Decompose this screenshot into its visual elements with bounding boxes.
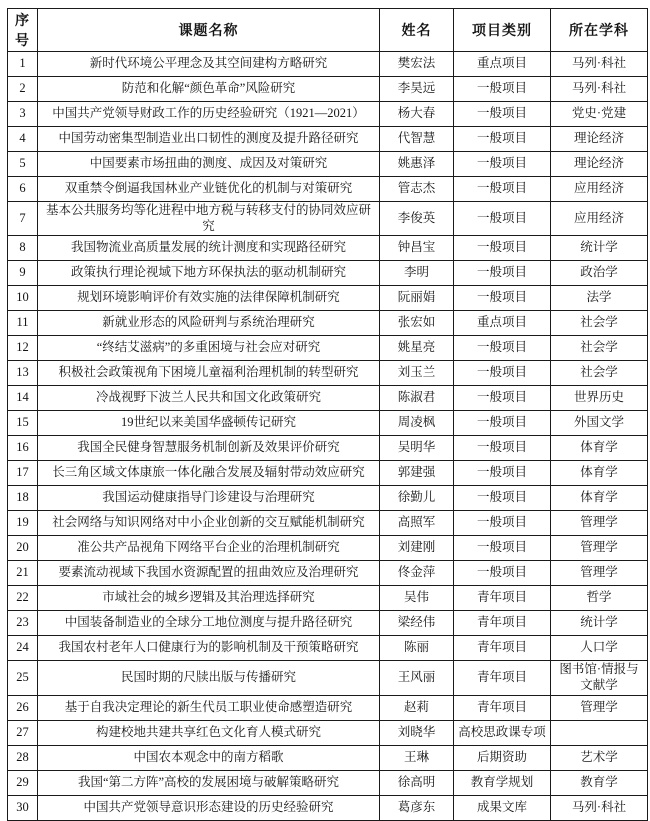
cell-discipline: 马列·科社	[551, 795, 648, 820]
cell-project-category: 后期资助	[454, 745, 551, 770]
cell-project-title: 中国共产党领导财政工作的历史经验研究（1921—2021）	[38, 102, 380, 127]
header-project-title: 课题名称	[38, 9, 380, 52]
cell-project-category: 一般项目	[454, 336, 551, 361]
cell-project-title: 市域社会的城乡逻辑及其治理选择研究	[38, 586, 380, 611]
cell-number: 26	[8, 695, 38, 720]
cell-project-category: 成果文库	[454, 795, 551, 820]
cell-person-name: 钟昌宝	[380, 236, 454, 261]
cell-project-category: 一般项目	[454, 436, 551, 461]
cell-discipline: 管理学	[551, 511, 648, 536]
cell-number: 2	[8, 77, 38, 102]
table-row	[8, 52, 648, 77]
table-row	[8, 202, 648, 236]
cell-project-title: 中国装备制造业的全球分工地位测度与提升路径研究	[38, 611, 380, 636]
cell-project-title: 积极社会政策视角下困境儿童福利治理机制的转型研究	[38, 361, 380, 386]
cell-project-title: 冷战视野下波兰人民共和国文化政策研究	[38, 386, 380, 411]
cell-discipline: 人口学	[551, 636, 648, 661]
table-row	[8, 77, 648, 102]
cell-discipline: 马列·科社	[551, 52, 648, 77]
table-row	[8, 261, 648, 286]
cell-person-name: 吴明华	[380, 436, 454, 461]
cell-discipline: 艺术学	[551, 745, 648, 770]
cell-person-name: 张宏如	[380, 311, 454, 336]
cell-discipline: 世界历史	[551, 386, 648, 411]
cell-project-title: 长三角区域文体康旅一体化融合发展及辐射带动效应研究	[38, 461, 380, 486]
cell-discipline: 应用经济	[551, 202, 648, 236]
cell-number: 19	[8, 511, 38, 536]
cell-project-title: 19世纪以来美国华盛顿传记研究	[38, 411, 380, 436]
cell-project-title: 中国要素市场扭曲的测度、成因及对策研究	[38, 152, 380, 177]
table-row	[8, 177, 648, 202]
cell-number: 15	[8, 411, 38, 436]
cell-number: 29	[8, 770, 38, 795]
cell-discipline: 体育学	[551, 461, 648, 486]
table-row	[8, 636, 648, 661]
cell-project-category: 教育学规划	[454, 770, 551, 795]
table-row	[8, 611, 648, 636]
cell-project-title: 新就业形态的风险研判与系统治理研究	[38, 311, 380, 336]
cell-project-category: 一般项目	[454, 177, 551, 202]
cell-project-category: 一般项目	[454, 561, 551, 586]
header-row	[8, 9, 648, 52]
cell-project-category: 青年项目	[454, 661, 551, 695]
cell-number: 14	[8, 386, 38, 411]
cell-discipline: 理论经济	[551, 127, 648, 152]
cell-person-name: 李俊英	[380, 202, 454, 236]
cell-project-category: 一般项目	[454, 536, 551, 561]
table-row	[8, 286, 648, 311]
table-row	[8, 695, 648, 720]
cell-project-title: 基本公共服务均等化进程中地方税与转移支付的协同效应研究	[38, 202, 380, 236]
cell-discipline: 党史·党建	[551, 102, 648, 127]
cell-discipline: 图书馆·情报与文献学	[551, 661, 648, 695]
cell-project-title: 社会网络与知识网络对中小企业创新的交互赋能机制研究	[38, 511, 380, 536]
table-row	[8, 102, 648, 127]
cell-project-category: 一般项目	[454, 152, 551, 177]
cell-number: 23	[8, 611, 38, 636]
cell-project-title: 我国运动健康指导门诊建设与治理研究	[38, 486, 380, 511]
header-discipline: 所在学科	[551, 9, 648, 52]
cell-person-name: 刘玉兰	[380, 361, 454, 386]
cell-number: 28	[8, 745, 38, 770]
cell-discipline: 体育学	[551, 436, 648, 461]
table-row	[8, 511, 648, 536]
cell-person-name: 郭建强	[380, 461, 454, 486]
cell-project-category: 青年项目	[454, 586, 551, 611]
table-row	[8, 436, 648, 461]
table-row	[8, 336, 648, 361]
cell-project-title: 防范和化解“颜色革命”风险研究	[38, 77, 380, 102]
cell-project-title: 准公共产品视角下网络平台企业的治理机制研究	[38, 536, 380, 561]
cell-number: 4	[8, 127, 38, 152]
table-row	[8, 661, 648, 695]
cell-person-name: 佟金萍	[380, 561, 454, 586]
cell-discipline: 马列·科社	[551, 77, 648, 102]
cell-person-name: 李昊远	[380, 77, 454, 102]
table-row	[8, 236, 648, 261]
cell-number: 6	[8, 177, 38, 202]
cell-number: 27	[8, 720, 38, 745]
cell-person-name: 王风丽	[380, 661, 454, 695]
header-number: 序号	[8, 9, 38, 52]
cell-project-title: 我国农村老年人口健康行为的影响机制及干预策略研究	[38, 636, 380, 661]
cell-person-name: 樊宏法	[380, 52, 454, 77]
cell-project-title: 要素流动视域下我国水资源配置的扭曲效应及治理研究	[38, 561, 380, 586]
cell-project-category: 一般项目	[454, 511, 551, 536]
cell-number: 11	[8, 311, 38, 336]
table-row	[8, 461, 648, 486]
cell-person-name: 梁经伟	[380, 611, 454, 636]
cell-number: 20	[8, 536, 38, 561]
cell-project-title: 新时代环境公平理念及其空间建构方略研究	[38, 52, 380, 77]
cell-project-category: 高校思政课专项	[454, 720, 551, 745]
cell-number: 3	[8, 102, 38, 127]
cell-project-title: 我国“第二方阵”高校的发展困境与破解策略研究	[38, 770, 380, 795]
cell-discipline: 哲学	[551, 586, 648, 611]
cell-project-category: 一般项目	[454, 411, 551, 436]
table-row	[8, 386, 648, 411]
cell-number: 8	[8, 236, 38, 261]
cell-project-title: 我国物流业高质量发展的统计测度和实现路径研究	[38, 236, 380, 261]
cell-discipline: 政治学	[551, 261, 648, 286]
cell-person-name: 李明	[380, 261, 454, 286]
cell-number: 13	[8, 361, 38, 386]
table-row	[8, 361, 648, 386]
cell-person-name: 高照军	[380, 511, 454, 536]
cell-discipline: 应用经济	[551, 177, 648, 202]
table-row	[8, 720, 648, 745]
table-row	[8, 127, 648, 152]
cell-number: 5	[8, 152, 38, 177]
project-grant-table	[7, 8, 648, 821]
table-body	[8, 52, 648, 821]
cell-person-name: 王琳	[380, 745, 454, 770]
cell-person-name: 管志杰	[380, 177, 454, 202]
table-row	[8, 561, 648, 586]
cell-project-category: 一般项目	[454, 102, 551, 127]
cell-project-category: 青年项目	[454, 695, 551, 720]
cell-number: 12	[8, 336, 38, 361]
cell-person-name: 徐高明	[380, 770, 454, 795]
cell-person-name: 吴伟	[380, 586, 454, 611]
cell-project-title: 中国共产党领导意识形态建设的历史经验研究	[38, 795, 380, 820]
cell-project-title: 双重禁令倒逼我国林业产业链优化的机制与对策研究	[38, 177, 380, 202]
cell-number: 30	[8, 795, 38, 820]
cell-discipline: 理论经济	[551, 152, 648, 177]
cell-discipline: 社会学	[551, 336, 648, 361]
cell-number: 17	[8, 461, 38, 486]
cell-discipline: 教育学	[551, 770, 648, 795]
cell-project-category: 一般项目	[454, 127, 551, 152]
cell-number: 22	[8, 586, 38, 611]
table-row	[8, 152, 648, 177]
cell-project-category: 一般项目	[454, 236, 551, 261]
cell-person-name: 代智慧	[380, 127, 454, 152]
cell-project-title: 我国全民健身智慧服务机制创新及效果评价研究	[38, 436, 380, 461]
cell-person-name: 姚惠泽	[380, 152, 454, 177]
table-row	[8, 486, 648, 511]
cell-number: 9	[8, 261, 38, 286]
header-person-name: 姓名	[380, 9, 454, 52]
cell-project-title: 政策执行理论视域下地方环保执法的驱动机制研究	[38, 261, 380, 286]
table-row	[8, 795, 648, 820]
cell-project-category: 一般项目	[454, 77, 551, 102]
cell-person-name: 赵莉	[380, 695, 454, 720]
cell-discipline: 管理学	[551, 536, 648, 561]
cell-project-category: 一般项目	[454, 461, 551, 486]
cell-project-category: 青年项目	[454, 636, 551, 661]
cell-person-name: 周凌枫	[380, 411, 454, 436]
cell-project-title: 基于自我决定理论的新生代员工职业使命感塑造研究	[38, 695, 380, 720]
cell-discipline: 统计学	[551, 236, 648, 261]
cell-project-category: 一般项目	[454, 202, 551, 236]
table-row	[8, 770, 648, 795]
cell-person-name: 陈丽	[380, 636, 454, 661]
cell-discipline: 统计学	[551, 611, 648, 636]
cell-person-name: 姚星亮	[380, 336, 454, 361]
cell-discipline: 社会学	[551, 361, 648, 386]
cell-project-category: 青年项目	[454, 611, 551, 636]
cell-project-category: 一般项目	[454, 361, 551, 386]
cell-number: 24	[8, 636, 38, 661]
cell-person-name: 陈淑君	[380, 386, 454, 411]
cell-number: 25	[8, 661, 38, 695]
cell-number: 1	[8, 52, 38, 77]
cell-project-category: 一般项目	[454, 286, 551, 311]
cell-person-name: 刘建刚	[380, 536, 454, 561]
cell-discipline: 体育学	[551, 486, 648, 511]
cell-discipline: 管理学	[551, 561, 648, 586]
cell-project-category: 一般项目	[454, 486, 551, 511]
cell-project-category: 一般项目	[454, 386, 551, 411]
cell-project-category: 重点项目	[454, 52, 551, 77]
cell-discipline: 管理学	[551, 695, 648, 720]
cell-number: 16	[8, 436, 38, 461]
cell-person-name: 徐勤儿	[380, 486, 454, 511]
cell-number: 10	[8, 286, 38, 311]
table-row	[8, 536, 648, 561]
table-row	[8, 745, 648, 770]
cell-person-name: 杨大春	[380, 102, 454, 127]
cell-number: 21	[8, 561, 38, 586]
cell-number: 7	[8, 202, 38, 236]
cell-person-name: 葛彦东	[380, 795, 454, 820]
cell-discipline	[551, 720, 648, 745]
table-row	[8, 311, 648, 336]
cell-project-title: 中国劳动密集型制造业出口韧性的测度及提升路径研究	[38, 127, 380, 152]
cell-project-title: 中国农本观念中的南方稻歌	[38, 745, 380, 770]
cell-discipline: 外国文学	[551, 411, 648, 436]
cell-project-title: 民国时期的尺牍出版与传播研究	[38, 661, 380, 695]
cell-project-category: 一般项目	[454, 261, 551, 286]
cell-project-category: 重点项目	[454, 311, 551, 336]
cell-project-title: 构建校地共建共享红色文化育人模式研究	[38, 720, 380, 745]
table-row	[8, 411, 648, 436]
table-row	[8, 586, 648, 611]
cell-project-title: “终结艾滋病”的多重困境与社会应对研究	[38, 336, 380, 361]
cell-project-title: 规划环境影响评价有效实施的法律保障机制研究	[38, 286, 380, 311]
cell-discipline: 法学	[551, 286, 648, 311]
cell-number: 18	[8, 486, 38, 511]
table-header	[8, 9, 648, 52]
cell-discipline: 社会学	[551, 311, 648, 336]
header-project-category: 项目类别	[454, 9, 551, 52]
cell-person-name: 刘晓华	[380, 720, 454, 745]
cell-person-name: 阮丽娟	[380, 286, 454, 311]
